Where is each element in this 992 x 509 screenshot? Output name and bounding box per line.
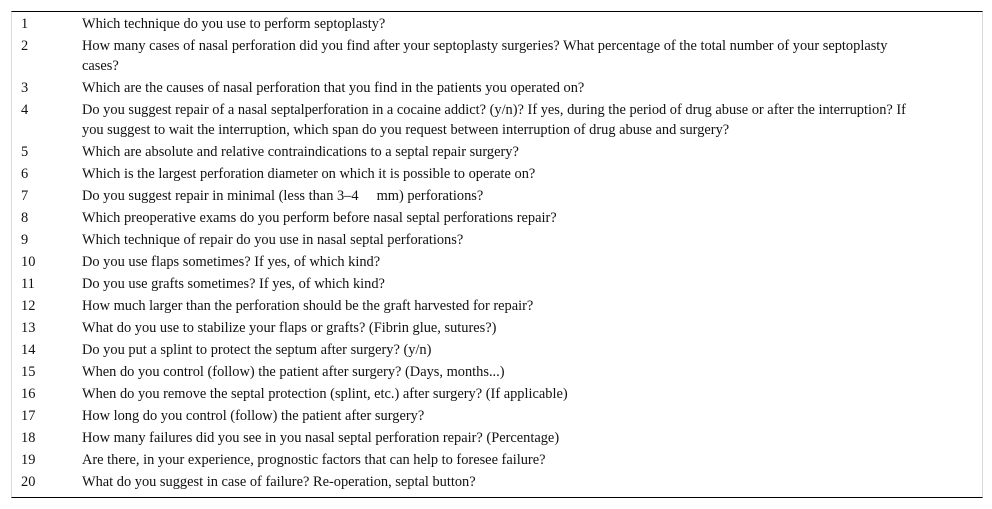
table-row (12, 229, 982, 251)
question-text: Do you use flaps sometimes? If yes, of which kind? (82, 254, 381, 270)
question-text: How many failures did you see in you nasal septal perforation repair? (Percentage) (82, 430, 560, 446)
question-text: Do you use grafts sometimes? If yes, of which kind? (82, 276, 385, 292)
question-number: 9 (21, 232, 29, 248)
table-row (12, 251, 982, 273)
question-number: 7 (21, 188, 29, 204)
table-row (12, 383, 982, 405)
question-text: How many cases of nasal perforation did you find after your septoplasty surgeries? What percentage of the total number of your septoplasty cases? (82, 38, 892, 74)
table-row (12, 317, 982, 339)
table-row (12, 405, 982, 427)
question-text: Which preoperative exams do you perform before nasal septal perforations repair? (82, 210, 557, 226)
table-row (12, 207, 982, 229)
question-text: When do you control (follow) the patient after surgery? (Days, months...) (82, 364, 505, 380)
question-text: Which technique of repair do you use in nasal septal perforations? (82, 232, 464, 248)
table-row (12, 99, 982, 141)
table-row (12, 13, 982, 35)
question-number: 5 (21, 144, 29, 160)
table-row (12, 77, 982, 99)
question-number: 11 (21, 276, 35, 292)
question-text: Which is the largest perforation diameter on which it is possible to operate on? (82, 166, 536, 182)
table-row (12, 427, 982, 449)
question-text: How much larger than the perforation should be the graft harvested for repair? (82, 298, 534, 314)
question-number: 14 (21, 342, 36, 358)
table-row (12, 273, 982, 295)
table-row (12, 163, 982, 185)
table-row (12, 471, 982, 493)
question-text: Which technique do you use to perform septoplasty? (82, 16, 386, 32)
question-number: 19 (21, 452, 36, 468)
table-row (12, 295, 982, 317)
question-number: 6 (21, 166, 29, 182)
question-number: 13 (21, 320, 36, 336)
question-text: Do you put a splint to protect the septum after surgery? (y/n) (82, 342, 432, 358)
question-number: 16 (21, 386, 36, 402)
question-number: 1 (21, 16, 29, 32)
question-number: 3 (21, 80, 29, 96)
question-number: 12 (21, 298, 36, 314)
question-text: Which are the causes of nasal perforation that you find in the patients you operated on? (82, 80, 585, 96)
table-row (12, 339, 982, 361)
table-row (12, 185, 982, 207)
question-text: What do you use to stabilize your flaps or grafts? (Fibrin glue, sutures?) (82, 320, 497, 336)
question-text: When do you remove the septal protection (splint, etc.) after surgery? (If applicable) (82, 386, 568, 402)
question-number: 15 (21, 364, 36, 380)
question-text: Do you suggest repair of a nasal septalperforation in a cocaine addict? (y/n)? If yes, during the period of drug abuse or after the interruption? If you suggest to wait the interruption, which span do you request between interruption of drug abuse and surgery? (82, 102, 910, 138)
question-number: 20 (21, 474, 36, 490)
question-number: 10 (21, 254, 36, 270)
question-number: 2 (21, 38, 29, 54)
question-number: 4 (21, 102, 29, 118)
question-number: 17 (21, 408, 36, 424)
question-text: What do you suggest in case of failure? Re-operation, septal button? (82, 474, 476, 490)
question-text: How long do you control (follow) the patient after surgery? (82, 408, 425, 424)
question-text: Do you suggest repair in minimal (less than 3–4 mm) perforations? (82, 188, 484, 204)
question-number: 8 (21, 210, 29, 226)
question-text: Which are absolute and relative contraindications to a septal repair surgery? (82, 144, 519, 160)
table-row (12, 141, 982, 163)
table-row (12, 35, 982, 77)
question-text: Are there, in your experience, prognostic factors that can help to foresee failure? (82, 452, 546, 468)
table-row (12, 361, 982, 383)
questionnaire-table (11, 11, 983, 498)
question-number: 18 (21, 430, 36, 446)
table-row (12, 449, 982, 471)
